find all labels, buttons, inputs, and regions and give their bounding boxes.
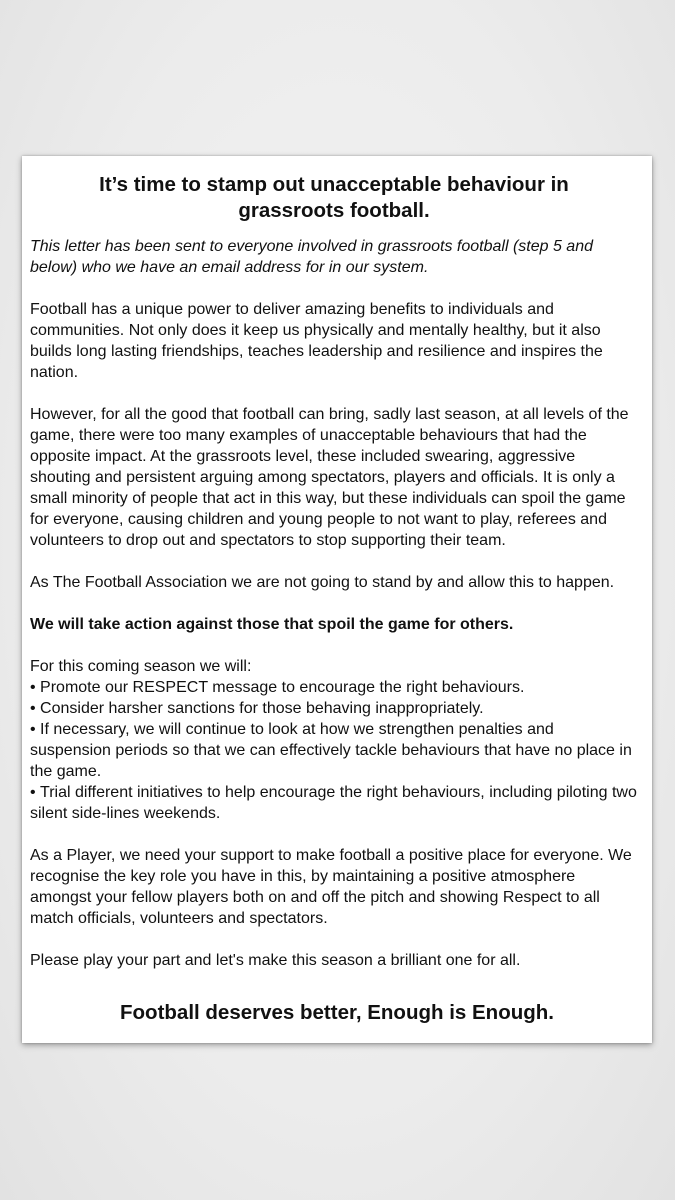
actions-heading: For this coming season we will: <box>30 658 252 675</box>
bold-statement: We will take action against those that spoil the game for others. <box>30 616 514 633</box>
action-item: • Consider harsher sanctions for those behaving inappropriately. <box>30 698 638 719</box>
letter-intro: This letter has been sent to everyone involved in grassroots football (step 5 and below) who we have an email address for in our system. <box>30 238 593 276</box>
paragraph-player-support: As a Player, we need your support to make football a positive place for everyone. We recognise the key role you have in this, by maintaining a positive atmosphere amongst your fellow players both on and off the pitch and showing Respect to all match officials, volunteers and spectators. <box>30 847 632 927</box>
letter-card <box>22 156 652 1043</box>
paragraph-unacceptable-behaviour: However, for all the good that football can bring, sadly last season, at all levels of the game, there were too many examples of unacceptable behaviours that had the opposite impact. At the grassroots level, these included swearing, aggressive shouting and persistent arguing among spectators, players and officials. It is only a small minority of people that act in this way, but these individuals can spoil the game for everyone, causing children and young people to not want to play, referees and volunteers to drop out and spectators to stop supporting their team. <box>30 406 629 549</box>
actions-list <box>30 677 638 824</box>
paragraph-fa-stance: As The Football Association we are not going to stand by and allow this to happen. <box>30 574 615 591</box>
paragraph-benefits: Football has a unique power to deliver amazing benefits to individuals and communities. Not only does it keep us physically and mentally healthy, but it also builds long lasting friendships, teaches leadership and resilience and inspires the nation. <box>30 301 603 381</box>
action-item: • If necessary, we will continue to look at how we strengthen penalties and suspension periods so that we can effectively tackle behaviours that have no place in the game. <box>30 719 638 782</box>
letter-title: It’s time to stamp out unacceptable behaviour in grassroots football. <box>99 173 569 222</box>
closing-slogan: Football deserves better, Enough is Enough. <box>120 1001 554 1024</box>
action-item: • Trial different initiatives to help encourage the right behaviours, including piloting two silent side-lines weekends. <box>30 782 638 824</box>
paragraph-call-to-action: Please play your part and let's make this season a brilliant one for all. <box>30 952 521 969</box>
action-item: • Promote our RESPECT message to encourage the right behaviours. <box>30 677 638 698</box>
